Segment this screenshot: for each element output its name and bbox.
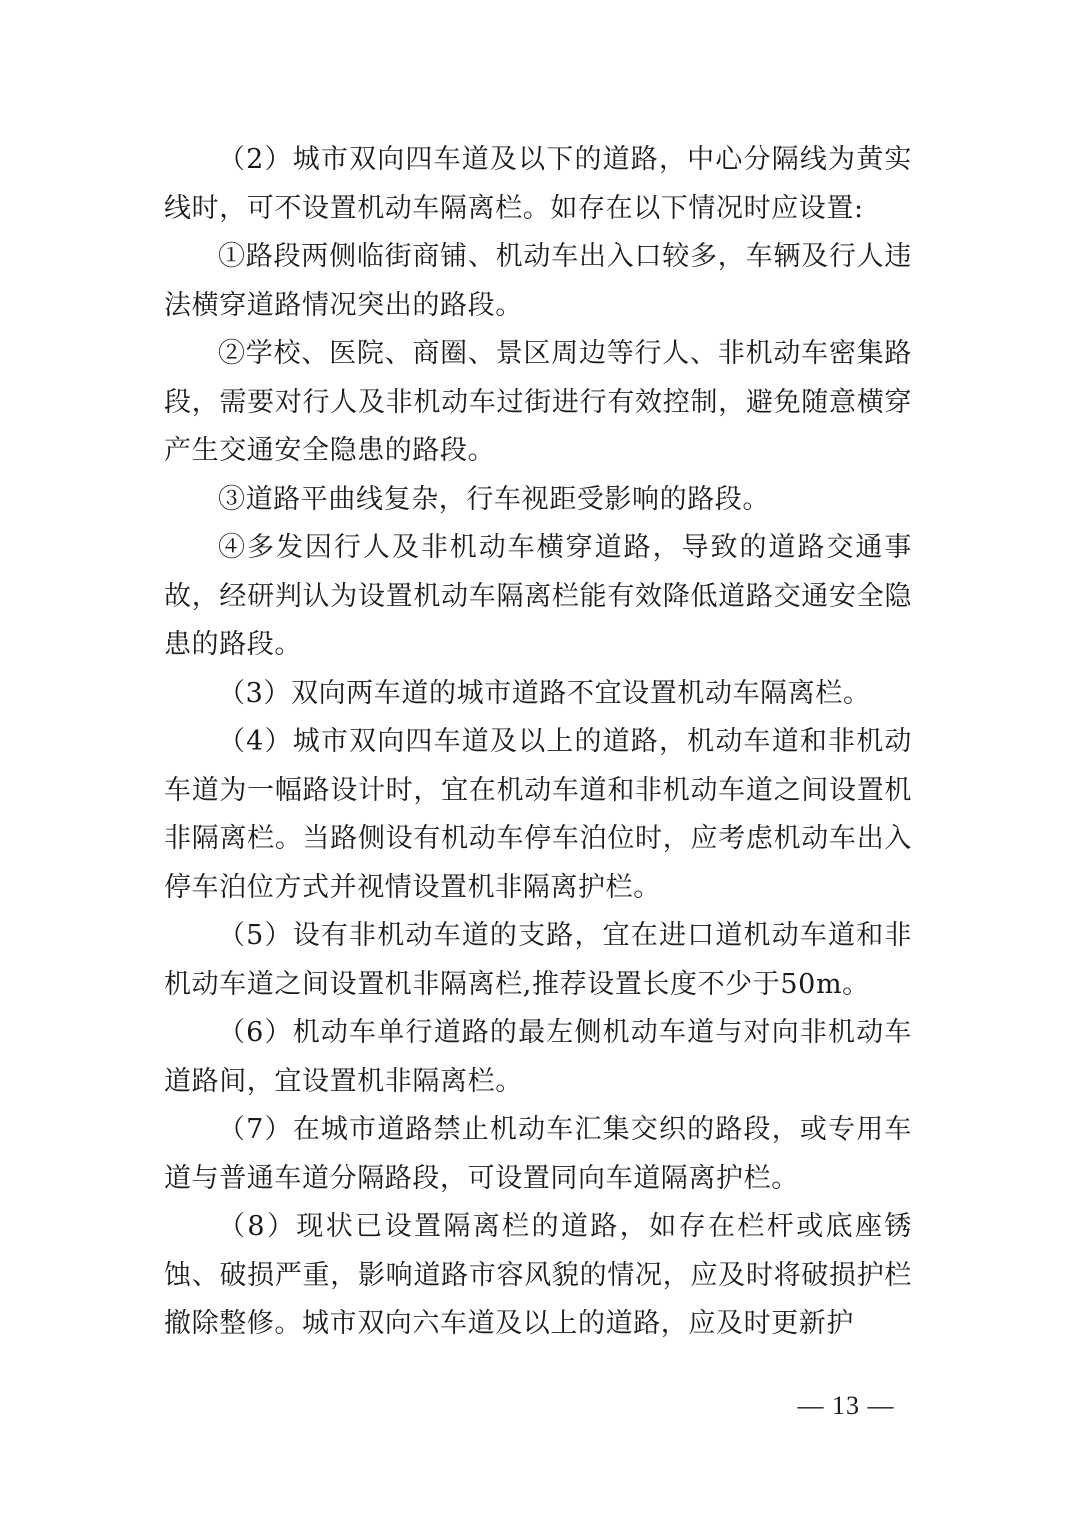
paragraph-lane4-rule: （2）城市双向四车道及以下的道路，中心分隔线为黄实线时，可不设置机动车隔离栏。如存在以下情况时应设置: xyxy=(164,144,912,224)
paragraph-condition-1: ①路段两侧临街商铺、机动车出入口较多，车辆及行人违法横穿道路情况突出的路段。 xyxy=(164,241,912,321)
paragraph-item-8: （8）现状已设置隔离栏的道路，如存在栏杆或底座锈蚀、破损严重，影响道路市容风貌的情况，应及时将破损护栏撤除整修。城市双向六车道及以上的道路，应及时更新护 xyxy=(164,1211,912,1339)
paragraph-condition-3: ③道路平曲线复杂，行车视距受影响的路段。 xyxy=(218,483,770,515)
paragraph-item-3: （3）双向两车道的城市道路不宜设置机动车隔离栏。 xyxy=(218,677,871,709)
paragraph-item-6: （6）机动车单行道路的最左侧机动车道与对向非机动车道路间，宜设置机非隔离栏。 xyxy=(164,1017,912,1097)
paragraph-condition-2: ②学校、医院、商圈、景区周边等行人、非机动车密集路段，需要对行人及非机动车过街进行有效控制，避免随意横穿产生交通安全隐患的路段。 xyxy=(164,338,912,466)
page-number: — 13 — xyxy=(797,1391,895,1420)
paragraph-item-7: （7）在城市道路禁止机动车汇集交织的路段，或专用车道与普通车道分隔路段，可设置同向车道隔离护栏。 xyxy=(164,1114,912,1194)
paragraph-item-4: （4）城市双向四车道及以上的道路，机动车道和非机动车道为一幅路设计时，宜在机动车道和非机动车道之间设置机非隔离栏。当路侧设有机动车停车泊位时，应考虑机动车出入停车泊位方式并视情设置机非隔离护栏。 xyxy=(164,726,912,903)
document-body xyxy=(164,136,912,1349)
paragraph-item-5: （5）设有非机动车道的支路，宜在进口道机动车道和非机动车道之间设置机非隔离栏,推荐设置长度不少于50m。 xyxy=(164,920,912,1000)
paragraph-condition-4: ④多发因行人及非机动车横穿道路，导致的道路交通事故，经研判认为设置机动车隔离栏能有效降低道路交通安全隐患的路段。 xyxy=(164,532,912,660)
